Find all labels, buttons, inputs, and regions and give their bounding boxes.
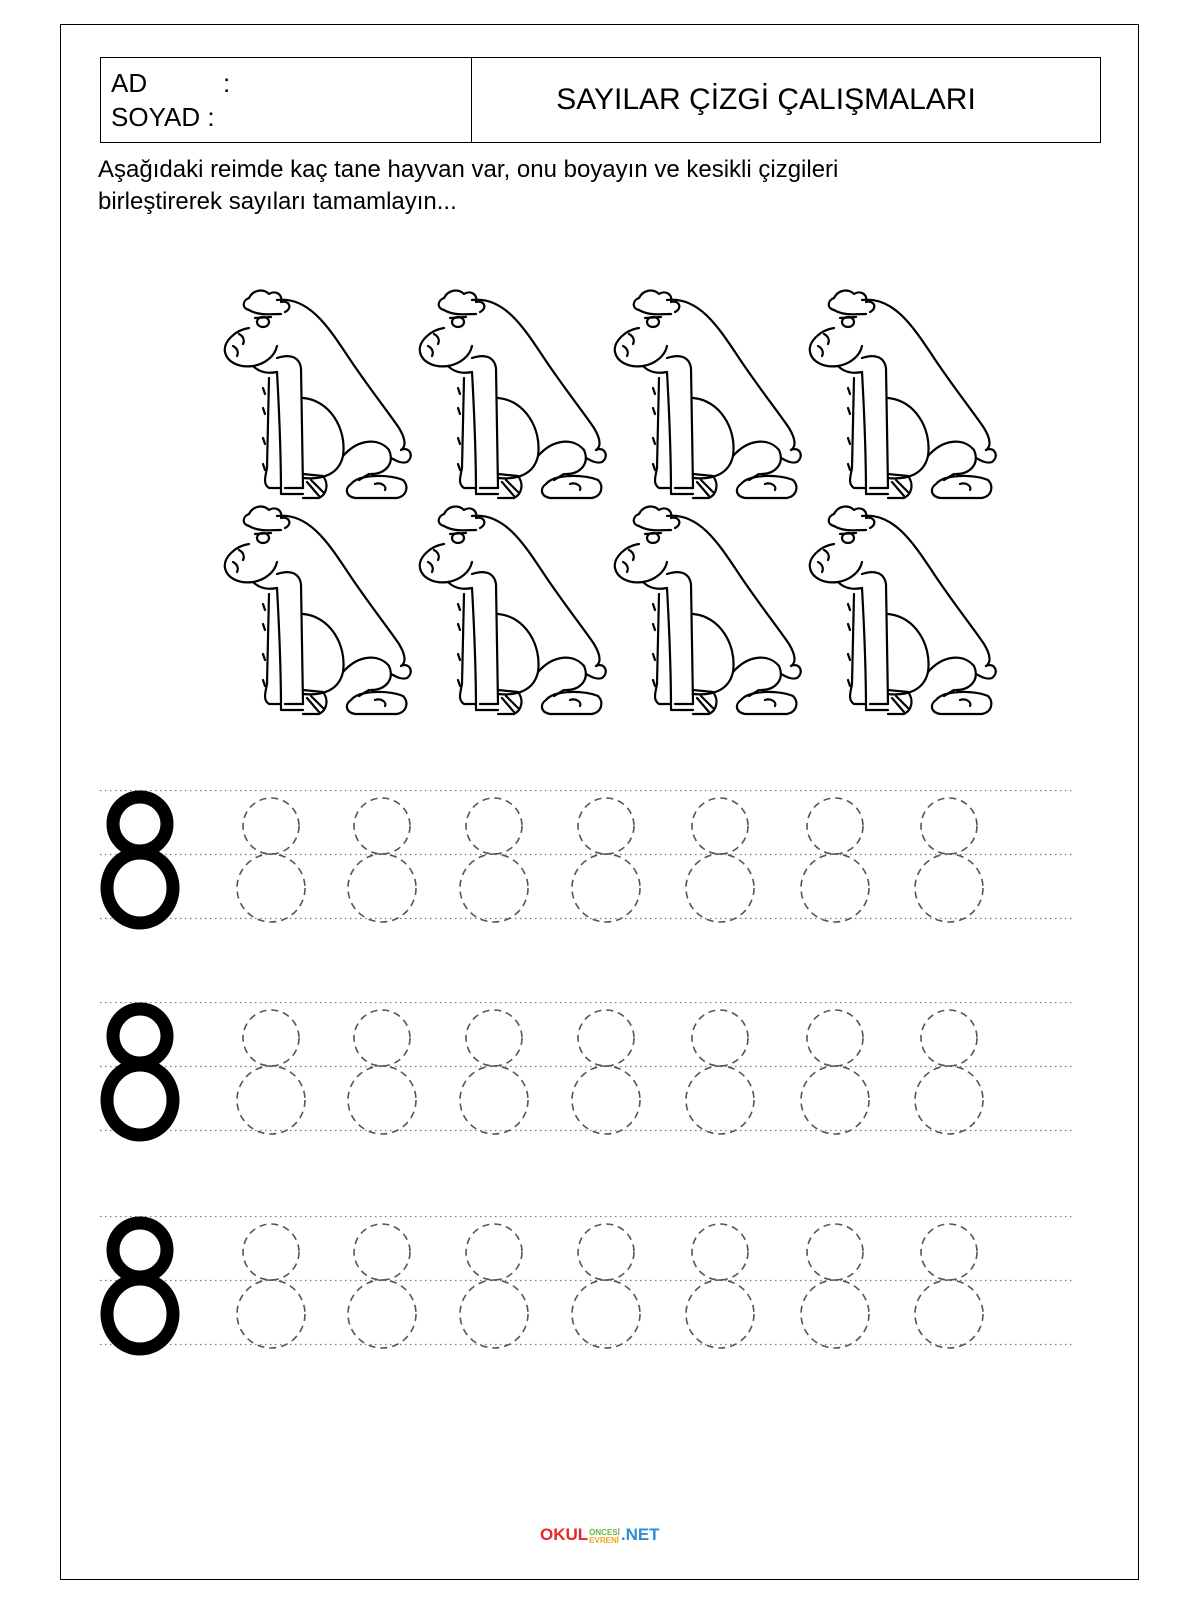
- trace-digit: [915, 798, 983, 922]
- name-label: AD: [111, 68, 148, 98]
- instruction-line-2: birleştirerek sayıları tamamlayın...: [98, 188, 457, 215]
- trace-digit: [572, 1224, 640, 1348]
- logo-middle: [589, 1529, 620, 1545]
- instruction-line-1: Aşağıdaki reimde kaç tane hayvan var, onu boyayın ve kesikli çizgileri: [98, 156, 839, 183]
- trace-digit: [915, 1224, 983, 1348]
- gorilla-icon: [609, 504, 805, 728]
- trace-digit: [686, 1010, 754, 1134]
- trace-digit: [915, 1010, 983, 1134]
- practice-row: [100, 1002, 1100, 1147]
- surname-label: SOYAD :: [111, 102, 215, 132]
- animal-grid: [219, 288, 1019, 738]
- trace-digit: [460, 1224, 528, 1348]
- site-logo: [540, 1525, 660, 1545]
- trace-digit: [801, 798, 869, 922]
- practice-row: [100, 790, 1100, 935]
- trace-digit: [460, 798, 528, 922]
- trace-digit: [801, 1010, 869, 1134]
- instruction-text: [98, 154, 998, 218]
- gorilla-icon: [414, 288, 610, 512]
- logo-part-2: ÖNCESİ: [589, 1528, 620, 1537]
- gorilla-icon: [804, 504, 1000, 728]
- trace-digit: [572, 798, 640, 922]
- trace-digit: [348, 798, 416, 922]
- trace-digit: [686, 1224, 754, 1348]
- name-colon: :: [223, 68, 231, 98]
- gorilla-icon: [609, 288, 805, 512]
- trace-digit: [460, 1010, 528, 1134]
- worksheet-title: SAYILAR ÇİZGİ ÇALIŞMALARI: [556, 83, 976, 116]
- practice-row: [100, 1216, 1100, 1361]
- trace-digit: [348, 1010, 416, 1134]
- model-digit: [100, 1216, 190, 1361]
- gorilla-icon: [219, 504, 415, 728]
- trace-digit: [801, 1224, 869, 1348]
- trace-digit: [237, 1010, 305, 1134]
- surname-field-row: [111, 102, 215, 133]
- guide-lines: [100, 790, 1100, 935]
- gorilla-icon: [414, 504, 610, 728]
- worksheet-header: [100, 57, 1101, 143]
- model-digit: [100, 790, 190, 935]
- model-digit: [100, 1002, 190, 1147]
- logo-part-1: OKUL: [540, 1525, 589, 1544]
- trace-digit: [348, 1224, 416, 1348]
- gorilla-icon: [804, 288, 1000, 512]
- name-field-row: [111, 68, 231, 99]
- trace-digit: [237, 798, 305, 922]
- name-cell: [101, 58, 472, 142]
- guide-lines: [100, 1002, 1100, 1147]
- trace-digit: [572, 1010, 640, 1134]
- trace-digit: [237, 1224, 305, 1348]
- guide-lines: [100, 1216, 1100, 1361]
- logo-part-3: EVRENİ: [589, 1536, 619, 1545]
- gorilla-icon: [219, 288, 415, 512]
- trace-digit: [686, 798, 754, 922]
- logo-part-4: .NET: [620, 1525, 660, 1544]
